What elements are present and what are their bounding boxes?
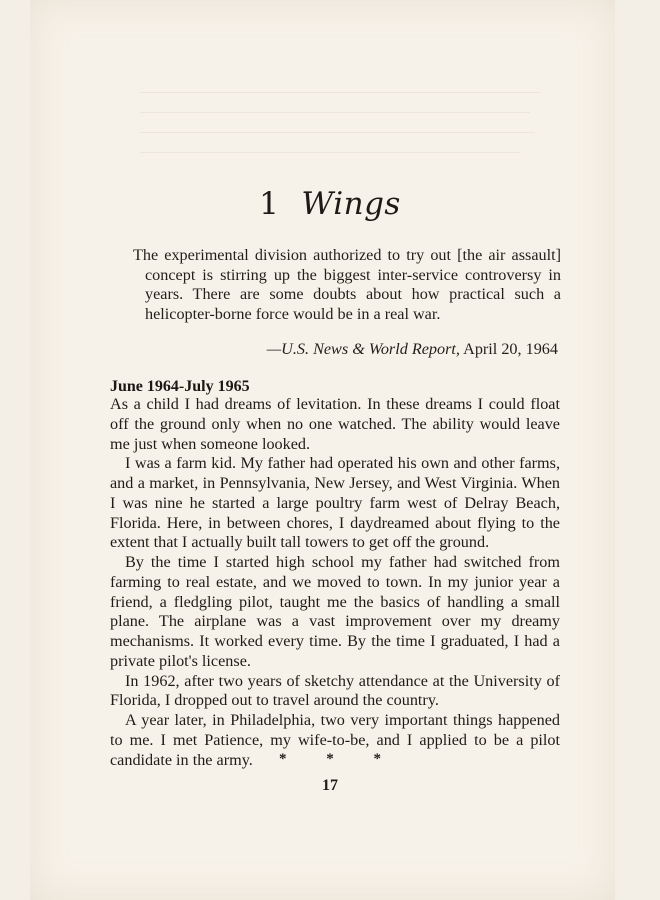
- body-text: [110, 395, 560, 770]
- paragraph: In 1962, after two years of sketchy attendance at the University of Florida, I dropped out to travel around the country.: [110, 671, 560, 710]
- bleed-through-line: [140, 92, 540, 93]
- bleed-through-line: [140, 152, 520, 153]
- bleed-through-line: [140, 112, 530, 113]
- epigraph-attribution: [200, 340, 558, 359]
- section-date-heading: June 1964-July 1965: [110, 378, 250, 395]
- paragraph: A year later, in Philadelphia, two very important things happened to me. I met Patience, my wife-to-be, and I applied to be a pilot candidate in the army.: [110, 711, 560, 769]
- chapter-number: 1: [259, 186, 280, 222]
- epigraph-text: The experimental division authorized to try out [the air assault] concept is stirring up the biggest inter-service controversy in years. There are some doubts about how practical such a helicopter-borne force would be in a real war.: [133, 246, 561, 323]
- epigraph: [133, 246, 561, 324]
- section-break: * * *: [279, 751, 381, 767]
- paragraph: By the time I started high school my father had switched from farming to real estate, and we moved to town. In my junior year a friend, a fledgling pilot, taught me the basics of handling a small plane. The airplane was a vast improvement over my dreamy mechanisms. It worked every time. By the time I graduated, I had a private pilot's license.: [110, 553, 560, 670]
- page-number: 17: [322, 777, 338, 794]
- attribution-source: —U.S. News & World Report,: [266, 340, 460, 358]
- chapter-title: Wings: [301, 186, 401, 222]
- attribution-date: April 20, 1964: [463, 340, 558, 358]
- bleed-through-line: [140, 132, 535, 133]
- paragraph: As a child I had dreams of levitation. In these dreams I could float off the ground only when no one watched. The ability would leave me just when someone looked.: [110, 395, 560, 453]
- chapter-heading: [0, 186, 660, 222]
- paragraph: I was a farm kid. My father had operated his own and other farms, and a market, in Pennsylvania, New Jersey, and West Virginia. When I was nine he started a large poultry farm west of Delray Beach, Florida. Here, in between chores, I daydreamed about flying to the extent that I actually built tall towers to get off the ground.: [110, 454, 560, 552]
